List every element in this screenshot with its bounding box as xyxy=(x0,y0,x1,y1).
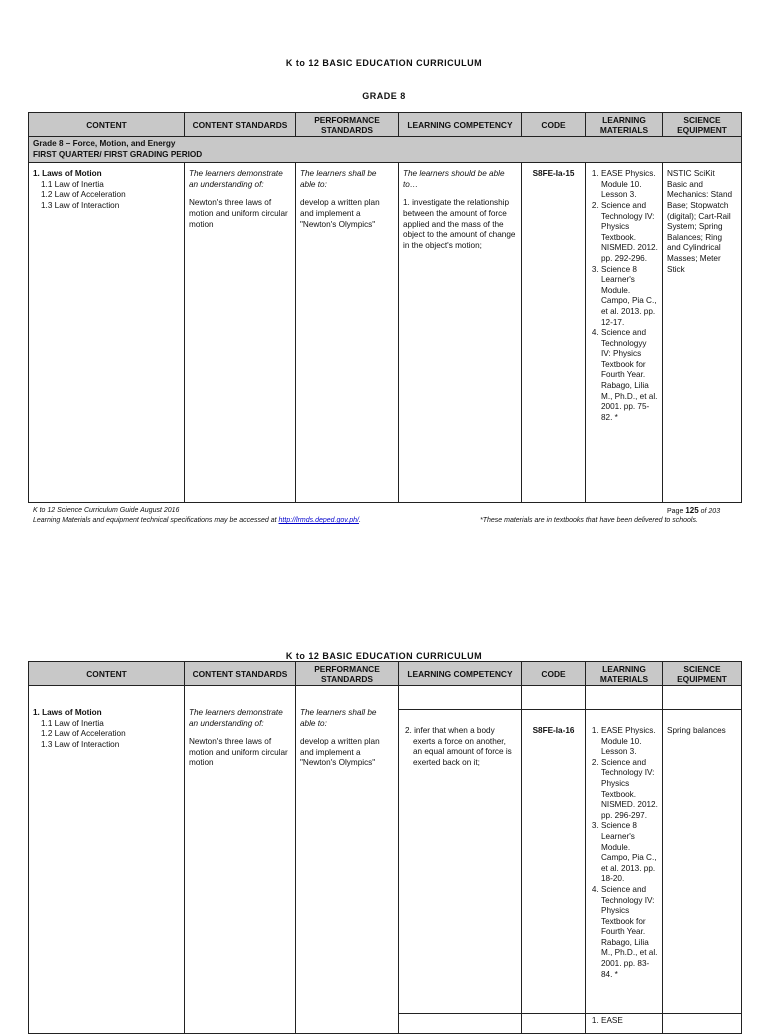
grade-heading: GRADE 8 xyxy=(362,91,406,101)
list-item: 2. Science and Technology IV: Physics Textbook. NISMED. 2012. pp. 292-296. xyxy=(601,201,658,265)
content-item: 1.1 Law of Inertia xyxy=(41,179,104,189)
header-science-equipment: SCIENCE EQUIPMENT xyxy=(663,113,742,137)
footer-access-end: . xyxy=(358,517,361,524)
header-learning-competency: LEARNING COMPETENCY xyxy=(399,662,522,686)
list-item: 4. Science and Technology IV: Physics Textbook for Fourth Year. Rabago, Lilia M., Ph.D., et al. 2001. pp. 83-84. * xyxy=(601,885,658,980)
header-performance-standards: PERFORMANCE STANDARDS xyxy=(296,113,399,137)
cs-intro: The learners demonstrate an understanding of: xyxy=(189,708,283,728)
table-row xyxy=(29,686,742,710)
code-cell: S8FE-Ia-15 xyxy=(522,163,586,503)
cs-text: Newton's three laws of motion and uniform circular motion xyxy=(189,198,288,229)
cs-intro: The learners demonstrate an understanding of: xyxy=(189,169,283,189)
list-item: 1. EASE xyxy=(601,1016,658,1027)
lc-intro: The learners should be able to… xyxy=(403,169,505,189)
list-item: 1. EASE Physics. Module 10. Lesson 3. xyxy=(601,726,658,758)
performance-standards-cell xyxy=(296,686,399,1034)
content-item: 1.3 Law of Interaction xyxy=(41,739,120,749)
list-item: 3. Science 8 Learner's Module. Campo, Pia C., et al. 2013. pp. 18-20. xyxy=(601,821,658,885)
content-cell xyxy=(29,163,185,503)
page-number xyxy=(667,506,720,515)
curriculum-table-1 xyxy=(28,112,742,503)
materials-list xyxy=(590,726,658,980)
footer-access-text: Learning Materials and equipment technical specifications may be accessed at xyxy=(33,517,279,524)
header-code: CODE xyxy=(522,662,586,686)
band-topic: Grade 8 – Force, Motion, and Energy xyxy=(33,139,176,148)
content-item: 1.3 Law of Interaction xyxy=(41,200,120,210)
materials-list xyxy=(590,169,658,423)
content-item: 1.1 Law of Inertia xyxy=(41,718,104,728)
header-row xyxy=(29,662,742,686)
performance-standards-cell xyxy=(296,163,399,503)
learning-competency-cell xyxy=(399,710,522,1014)
blank-cell xyxy=(399,686,522,710)
footer-guide: K to 12 Science Curriculum Guide August 2016 xyxy=(33,507,180,514)
learning-materials-cell xyxy=(586,710,663,1014)
list-item: 4. Science and Technologyy IV: Physics Textbook for Fourth Year. Rabago, Lilia M., Ph.D., et al. 2001. pp. 75-82. * xyxy=(601,328,658,423)
list-item: 3. Science 8 Learner's Module. Campo, Pia C., et al. 2013. pp. 12-17. xyxy=(601,265,658,329)
grade-band-row xyxy=(29,137,742,163)
content-standards-cell xyxy=(185,163,296,503)
grade-band xyxy=(29,137,742,163)
table-row xyxy=(29,163,742,503)
header-content: CONTENT xyxy=(29,662,185,686)
page-of: of 203 xyxy=(700,508,721,515)
content-cell xyxy=(29,686,185,1034)
ps-intro: The learners shall be able to: xyxy=(300,169,377,189)
science-equipment-cell: NSTIC SciKit Basic and Mechanics: Stand Base; Stopwatch (digital); Cart-Rail System; Spring Balances; Ring and Cylindrical Masses; Meter Stick xyxy=(663,163,742,503)
header-science-equipment: SCIENCE EQUIPMENT xyxy=(663,662,742,686)
page-num: 125 xyxy=(685,506,699,515)
header-performance-standards: PERFORMANCE STANDARDS xyxy=(296,662,399,686)
blank-cell xyxy=(586,686,663,710)
ps-text: develop a written plan and implement a "Newton's Olympics" xyxy=(300,198,380,229)
ps-text: develop a written plan and implement a "Newton's Olympics" xyxy=(300,737,380,768)
footer-access xyxy=(33,516,361,525)
blank-cell xyxy=(663,686,742,710)
header-code: CODE xyxy=(522,113,586,137)
curriculum-table-2 xyxy=(28,661,742,1034)
page-label: Page xyxy=(667,508,684,515)
content-item: 1.2 Law of Acceleration xyxy=(41,729,126,739)
learning-competency-cell xyxy=(399,163,522,503)
header-content: CONTENT xyxy=(29,113,185,137)
band-quarter: FIRST QUARTER/ FIRST GRADING PERIOD xyxy=(33,149,203,159)
header-content-standards: CONTENT STANDARDS xyxy=(185,662,296,686)
content-title: 1. Laws of Motion xyxy=(33,708,102,717)
learning-materials-cell xyxy=(586,163,663,503)
page2-title: K to 12 BASIC EDUCATION CURRICULUM xyxy=(285,651,483,661)
list-item: 2. Science and Technology IV: Physics Textbook. NISMED. 2012. pp. 296-297. xyxy=(601,758,658,822)
header-learning-materials: LEARNING MATERIALS xyxy=(586,662,663,686)
header-learning-materials: LEARNING MATERIALS xyxy=(586,113,663,137)
footer-note: *These materials are in textbooks that have been delivered to schools. xyxy=(480,517,698,524)
content-standards-cell xyxy=(185,686,296,1034)
materials-list xyxy=(590,1016,658,1027)
lc-item: 1. investigate the relationship between the amount of force applied and the mass of the object to the amount of change in the object's motion; xyxy=(403,198,516,250)
page1-title: K to 12 BASIC EDUCATION CURRICULUM xyxy=(285,58,483,68)
cs-text: Newton's three laws of motion and uniform circular motion xyxy=(189,737,288,768)
science-equipment-cell: Spring balances xyxy=(663,710,742,1014)
blank-cell xyxy=(522,686,586,710)
lrmds-link[interactable]: http://lrmds.deped.gov.ph/ xyxy=(278,517,359,524)
code-cell: S8FE-Ia-16 xyxy=(522,710,586,1014)
list-item: 1. EASE Physics. Module 10. Lesson 3. xyxy=(601,169,658,201)
lc-item: 2. infer that when a body exerts a force on another, an equal amount of force is exerted back on it; xyxy=(405,726,512,767)
content-title: 1. Laws of Motion xyxy=(33,169,102,179)
header-row xyxy=(29,113,742,137)
content-item: 1.2 Law of Acceleration xyxy=(41,190,126,200)
header-learning-competency: LEARNING COMPETENCY xyxy=(399,113,522,137)
header-content-standards: CONTENT STANDARDS xyxy=(185,113,296,137)
ps-intro: The learners shall be able to: xyxy=(300,708,377,728)
